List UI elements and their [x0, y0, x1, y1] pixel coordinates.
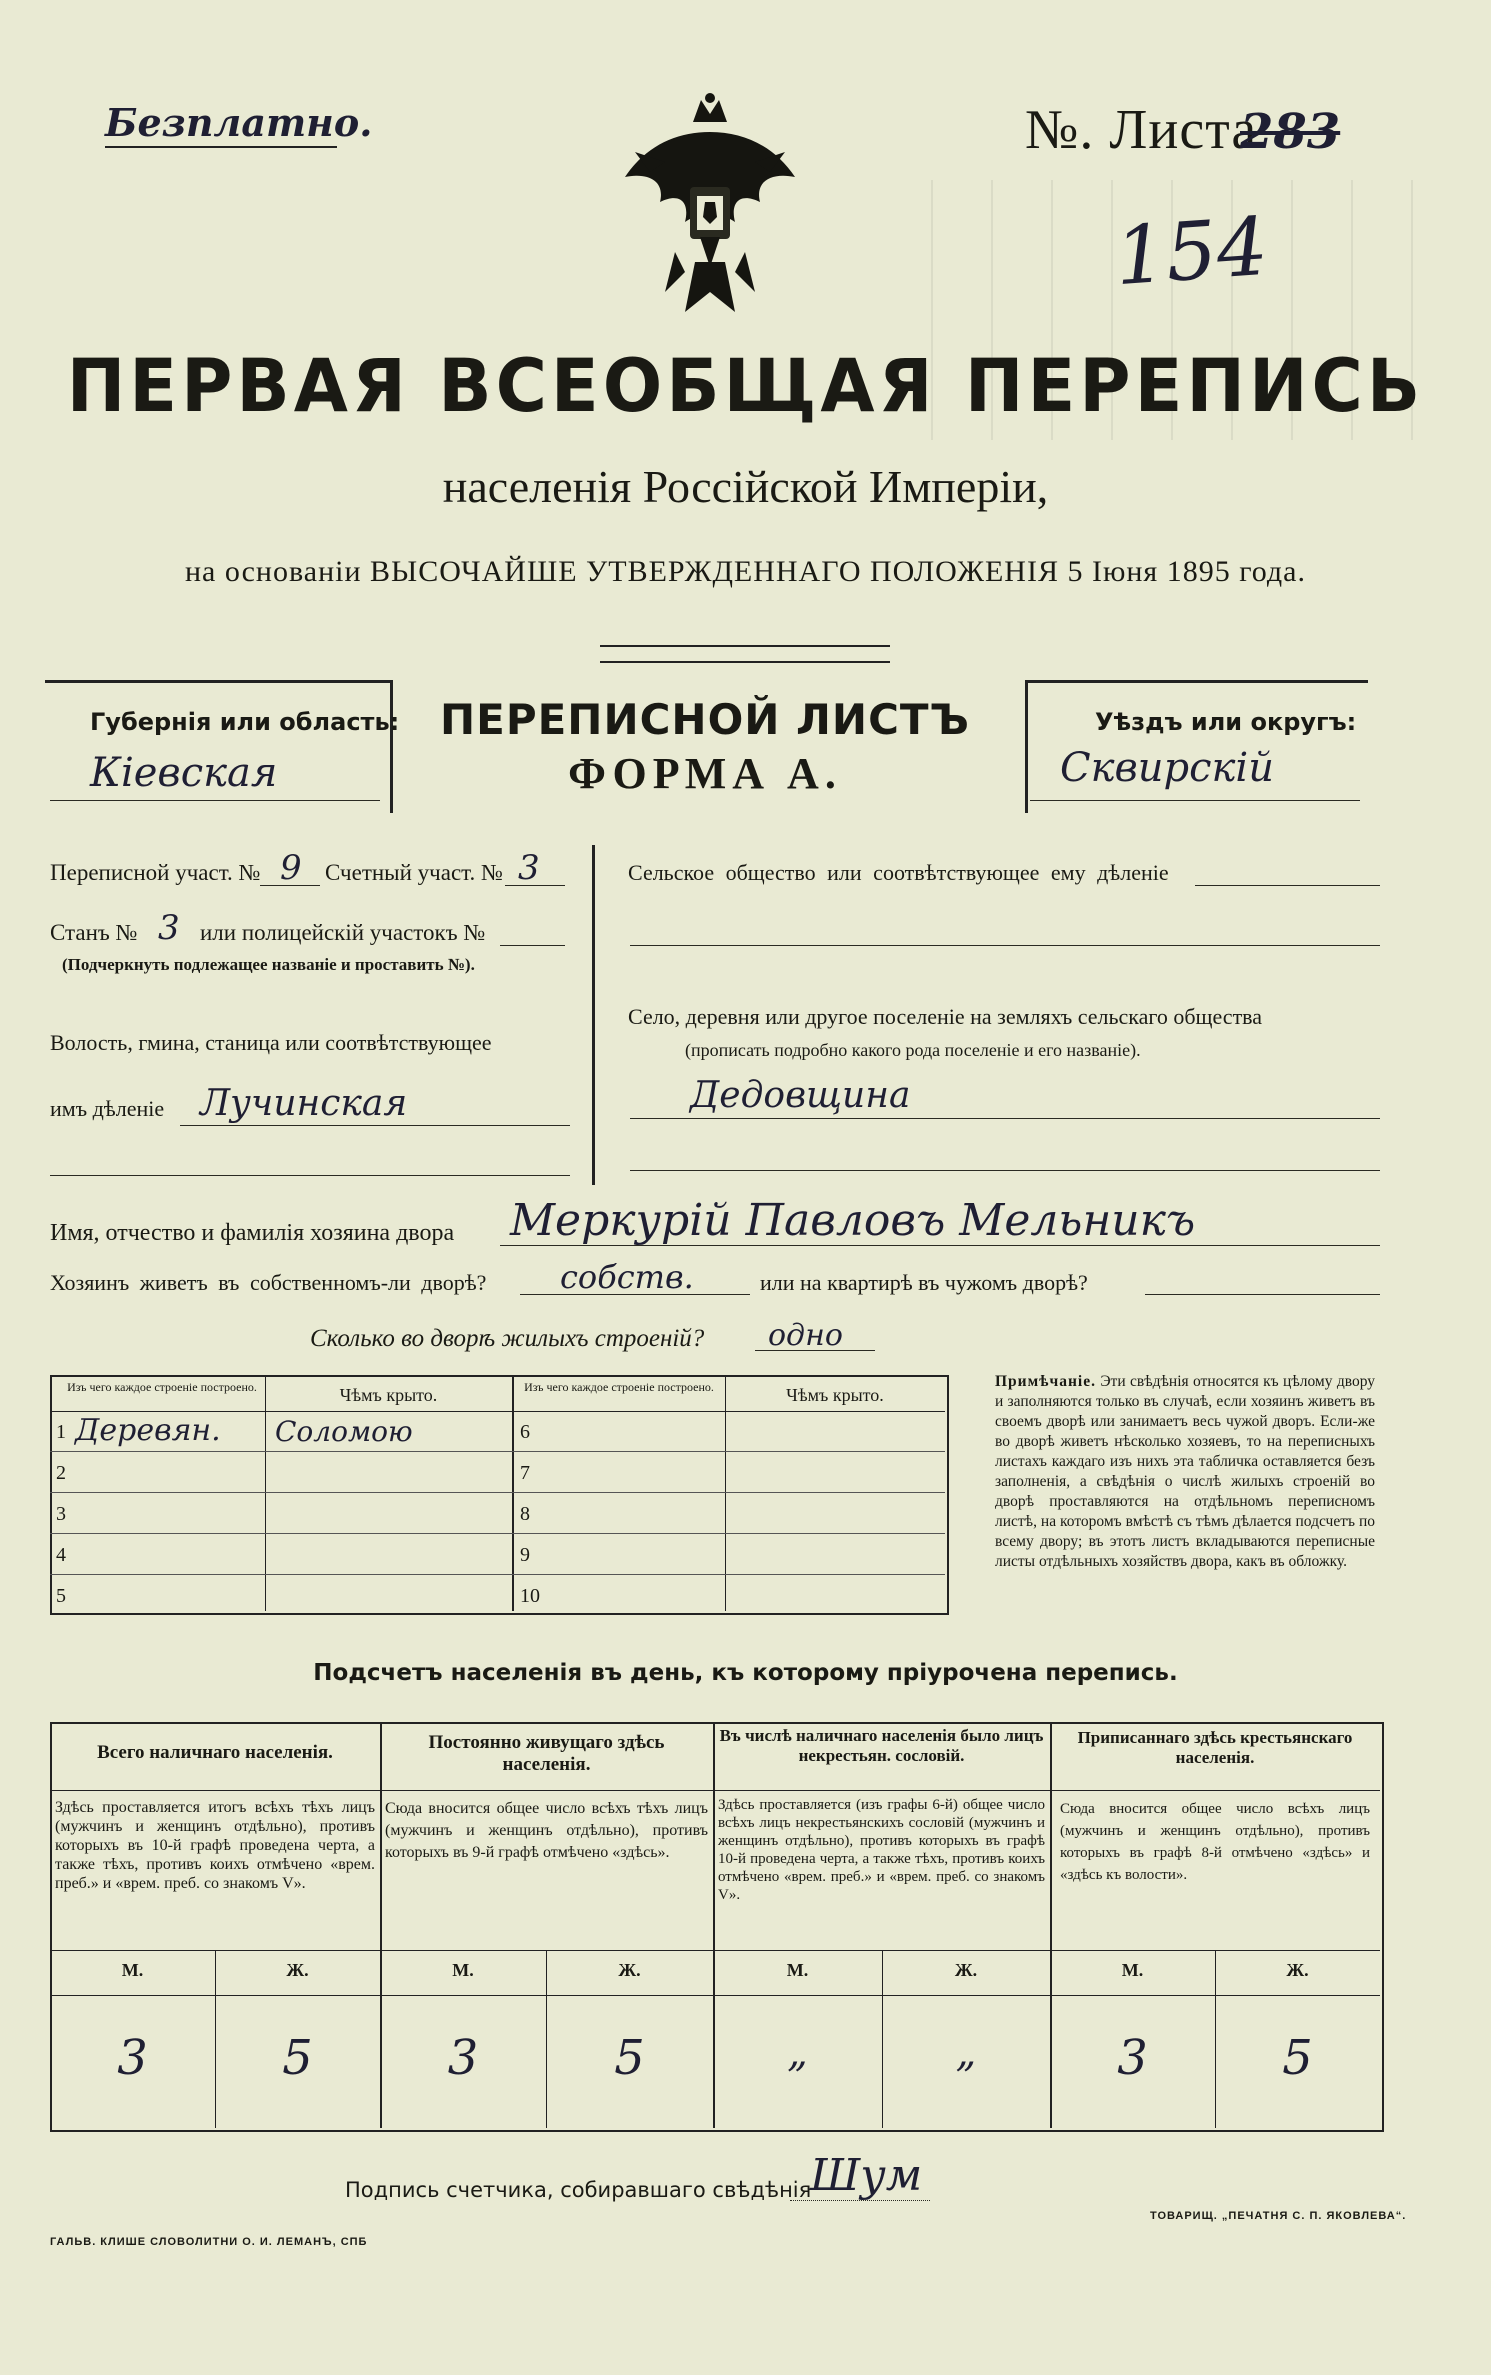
- primechanie: [995, 1372, 1375, 1572]
- buildings-rows-right: [512, 1411, 945, 1615]
- village-line-2: [630, 1170, 1380, 1171]
- lives-label: Хозяинъ живетъ въ собственномъ-ли дворѣ?: [50, 1270, 487, 1295]
- village-label: Село, деревня или другое поселеніе на земляхъ сельскаго общества: [628, 1004, 1263, 1029]
- ornament-divider: [600, 645, 890, 663]
- lives-line: [520, 1294, 750, 1295]
- tally-m-value: 3: [117, 2030, 148, 2086]
- col-material-left: Изъ чего каждое строеніе построено.: [67, 1380, 257, 1394]
- tally-m-label: М.: [121, 1960, 144, 1980]
- row-number: 2: [56, 1462, 66, 1484]
- building-row: [512, 1534, 945, 1575]
- sheet-number-label: №. Листа: [1025, 99, 1258, 161]
- schet-value: 3: [518, 848, 540, 888]
- tally-desc-rule: [50, 1950, 1380, 1951]
- tally-col-desc: Сюда вносится общее число всѣхъ тѣхъ лицъ (мужчинъ и женщинъ отдѣльно), противъ которыхъ въ 9-й графѣ отмѣчено «здѣсь».: [385, 1800, 708, 1861]
- building-row: [50, 1493, 512, 1534]
- sheet-number-old: 283: [1240, 104, 1341, 160]
- row-number: 1: [56, 1421, 66, 1443]
- society-label: Сельское общество или соотвѣтствующее ему дѣленіе: [628, 860, 1169, 885]
- buildings-value: одно: [768, 1318, 843, 1353]
- uezd-label: Уѣздъ или округъ:: [1095, 708, 1357, 736]
- form-title: ПЕРЕПИСНОЙ ЛИСТЪ: [439, 695, 971, 744]
- tally-zh-label: Ж.: [618, 1960, 641, 1980]
- signature-value: Шум: [810, 2150, 923, 2201]
- imperial-eagle-emblem: [605, 92, 815, 317]
- lives-alt-label: или на квартирѣ въ чужомъ дворѣ?: [760, 1270, 1088, 1295]
- census-subtitle: населенія Россійской Имперіи,: [442, 461, 1049, 512]
- form-subtitle: ФОРМА А.: [568, 749, 842, 798]
- row-number: 10: [520, 1585, 540, 1607]
- tally-m-label: М.: [1121, 1960, 1144, 1980]
- row-number: 4: [56, 1544, 66, 1566]
- tally-m-label: М.: [786, 1960, 809, 1980]
- gubernia-line: [50, 800, 380, 801]
- police-line: [500, 945, 565, 946]
- society-line-2: [630, 945, 1380, 946]
- row-number: 6: [520, 1421, 530, 1443]
- buildings-rows-left: [50, 1411, 512, 1615]
- primechanie-title: Примѣчаніе.: [995, 1373, 1096, 1390]
- tally-zh-label: Ж.: [954, 1960, 978, 1980]
- tally-zh-value: 5: [282, 2030, 313, 2086]
- tally-zh-value: 5: [614, 2030, 645, 2086]
- gubernia-label: Губернія или область:: [90, 708, 400, 736]
- uchastok-value: 9: [280, 848, 302, 888]
- building-row: [512, 1575, 945, 1615]
- building-row: [50, 1452, 512, 1493]
- building-row: [512, 1493, 945, 1534]
- uchastok-label: Переписной участ. №: [50, 860, 261, 885]
- row-number: 8: [520, 1503, 530, 1525]
- primechanie-text: Эти свѣдѣнія относятся къ цѣлому двору и заполняются только въ случаѣ, если хозяинъ живетъ въ своемъ дворѣ или занимаетъ весь чужой дворъ. Если-же во дворѣ живетъ нѣсколько хозяевъ, то на переписныхъ листахъ каждаго изъ нихъ эта табличка оставляется безъ заполненія, а свѣдѣнія о числѣ жилыхъ строеній во дворѣ проставляются на отдѣльномъ переписномъ листѣ, на которомъ вмѣстѣ съ тѣмъ дѣлается подсчетъ по всему двору; въ этотъ листъ вкладываются переписные листы отдѣльныхъ хозяйствъ двора, какъ въ обложку.: [995, 1373, 1375, 1570]
- uezd-line: [1030, 800, 1360, 801]
- col-material-right: Изъ чего каждое строеніе построено.: [524, 1380, 714, 1394]
- tally-col-head: Въ числѣ наличнаго населенія было лицъ некрестьян. сословій.: [719, 1726, 1044, 1765]
- col-roof-left: Чѣмъ крыто.: [339, 1385, 438, 1405]
- sheet-number-new: 154: [1111, 199, 1271, 304]
- tally-col-desc: Здѣсь проставляется итогъ всѣхъ тѣхъ лицъ (мужчинъ и женщинъ отдѣльно), противъ которыхъ въ 10-й графѣ проведена черта, а также тѣхъ, противъ коихъ отмѣчено «врем. преб.» и «врем. преб. со знакомъ V».: [55, 1799, 375, 1892]
- row-number: 7: [520, 1462, 530, 1484]
- tally-title: Подсчетъ населенія въ день, къ которому пріурочена перепись.: [313, 1660, 1178, 1686]
- tally-col-head: Приписаннаго здѣсь крестьянскаго населенія.: [1077, 1728, 1353, 1767]
- owner-name-line: [500, 1245, 1380, 1246]
- tally-head-rule: [50, 1790, 1380, 1791]
- row-number: 9: [520, 1544, 530, 1566]
- building-row: [512, 1452, 945, 1493]
- buildings-label: Сколько во дворѣ жилыхъ строеній?: [310, 1325, 705, 1352]
- underline-note: (Подчеркнуть подлежащее названіе и проставить №).: [62, 955, 475, 974]
- stan-label: Станъ №: [50, 920, 138, 945]
- owner-name-value: Меркурій Павловъ Мельникъ: [510, 1195, 1196, 1246]
- census-basis: на основаніи ВЫСОЧАЙШЕ УТВЕРЖДЕННАГО ПОЛОЖЕНІЯ 5 Іюня 1895 года.: [185, 555, 1306, 588]
- lives-value: собств.: [560, 1258, 694, 1296]
- tally-zh-value: 5: [1282, 2030, 1313, 2086]
- printer-right: ТОВАРИЩ. „ПЕЧАТНЯ С. П. ЯКОВЛЕВА“.: [1150, 2210, 1407, 2222]
- tally-zh-label: Ж.: [286, 1960, 309, 1980]
- building-row: [50, 1534, 512, 1575]
- row-number: 3: [56, 1503, 66, 1525]
- row-roof: Соломою: [275, 1415, 413, 1448]
- free-underline: [105, 146, 337, 148]
- building-row: [50, 1411, 512, 1452]
- building-row: [512, 1411, 945, 1452]
- printer-left: ГАЛЬВ. КЛИШЕ СЛОВОЛИТНИ О. И. ЛЕМАНЪ, СПБ: [50, 2236, 368, 2248]
- lives-alt-line: [1145, 1294, 1380, 1295]
- tally-m-value: „: [787, 2030, 808, 2076]
- owner-name-label: Имя, отчество и фамилія хозяина двора: [50, 1220, 455, 1246]
- tally-mz-rule: [50, 1995, 1380, 1996]
- tally-col-desc: Здѣсь проставляется (изъ графы 6-й) общее число всѣхъ лицъ некрестьянскихъ сословій (мужчинъ и женщинъ отдѣльно), противъ которыхъ въ графѣ 10-й проведена черта, а также тѣхъ, противъ коихъ отмѣчено «врем. преб.» и «врем. преб. со знакомъ V».: [718, 1797, 1045, 1903]
- volost-line-2: [50, 1175, 570, 1176]
- tally-col-head: Постоянно живущаго здѣсь населенія.: [428, 1732, 665, 1775]
- tally-m-value: 3: [447, 2030, 479, 2086]
- police-label: или полицейскій участокъ №: [200, 920, 486, 945]
- signature-label: Подпись счетчика, собиравшаго свѣдѣнія: [345, 2178, 812, 2202]
- uezd-value: Сквирскій: [1060, 745, 1274, 791]
- stan-value: 3: [158, 908, 180, 948]
- row-material: Деревян.: [75, 1413, 221, 1448]
- gubernia-value: Кіевская: [90, 750, 278, 796]
- tally-col-head: Всего наличнаго населенія.: [97, 1742, 333, 1763]
- volost-label-1: Волость, гмина, станица или соотвѣтствующее: [50, 1030, 492, 1055]
- uchastok-line: [260, 885, 320, 886]
- volost-value: Лучинская: [200, 1083, 408, 1124]
- census-title: ПЕРВАЯ ВСЕОБЩАЯ ПЕРЕПИСЬ: [66, 342, 1425, 430]
- free-stamp: Безплатно.: [105, 100, 373, 145]
- block-divider: [592, 845, 595, 1185]
- tally-m-label: М.: [452, 1960, 474, 1980]
- village-note: (прописать подробно какого рода поселеніе и его названіе).: [685, 1040, 1141, 1060]
- tally-col-desc: Сюда вносится общее число всѣхъ лицъ (мужчинъ и женщинъ отдѣльно), противъ которыхъ въ графѣ 8-й отмѣчено «здѣсь» и «здѣсь къ волости».: [1060, 1801, 1370, 1883]
- volost-line: [180, 1125, 570, 1126]
- tally-zh-value: „: [955, 2030, 977, 2076]
- col-roof-right: Чѣмъ крыто.: [786, 1385, 884, 1405]
- schet-line: [505, 885, 565, 886]
- buildings-line: [755, 1350, 875, 1351]
- volost-label-2: имъ дѣленіе: [50, 1096, 165, 1121]
- village-line: [630, 1118, 1380, 1119]
- schet-label: Счетный участ. №: [325, 860, 503, 885]
- tally-zh-label: Ж.: [1286, 1960, 1309, 1980]
- tally-m-value: 3: [1117, 2030, 1148, 2086]
- village-value: Дедовщина: [690, 1075, 911, 1116]
- row-number: 5: [56, 1585, 66, 1607]
- society-line: [1195, 885, 1380, 886]
- building-row: [50, 1575, 512, 1615]
